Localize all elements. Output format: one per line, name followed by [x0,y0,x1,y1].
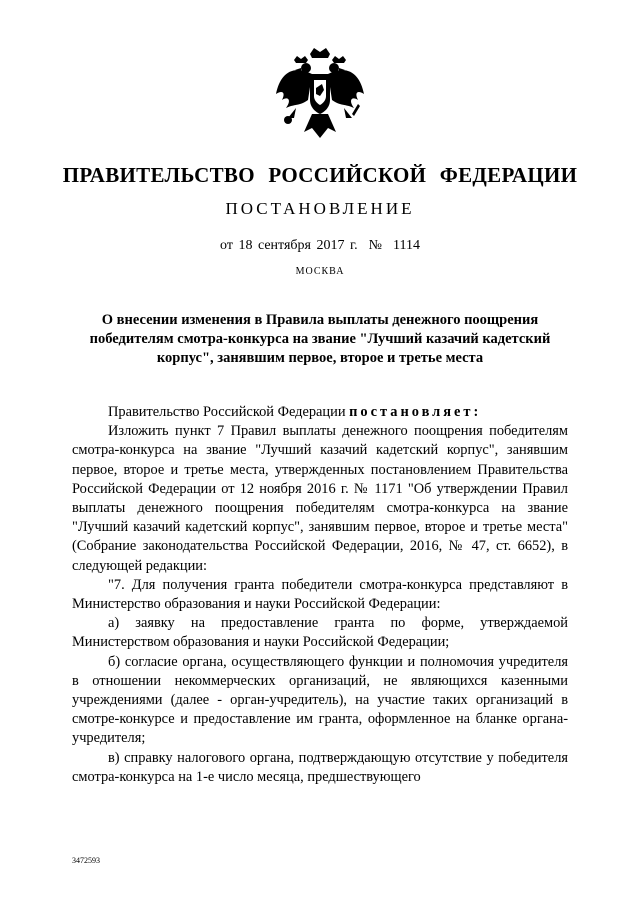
decree-city: МОСКВА [295,266,345,277]
decree-body [72,403,568,787]
body-paragraph: в) справку налогового органа, подтверждающую отсутствие у победителя смотра-конкурса на 1-е число месяца, предшествующего [72,749,568,785]
body-paragraph: а) заявку на предоставление гранта по форме, утверждаемой Министерством образования и науки Российской Федерации; [72,615,568,651]
decree-date-number: от 18 сентября 2017 г. № 1114 [220,238,420,253]
body-paragraph [72,403,568,422]
decree-subject: О внесении изменения в Правила выплаты денежного поощрения победителям смотра-конкурса на звание "Лучший казачий кадетский корпус", занявшим первое, второе и третье места [89,312,551,366]
resolution-lead: Правительство Российской Федерации [108,404,350,420]
document-number: 3472593 [72,856,100,865]
decree-type: ПОСТАНОВЛЕНИЕ [225,199,415,218]
body-paragraph: "7. Для получения гранта победители смотра-конкурса представляют в Министерство образования и науки Российской Федерации: [72,576,568,613]
body-paragraph: Изложить пункт 7 Правил выплаты денежного поощрения победителям смотра-конкурса на звание "Лучший казачий кадетский корпус", занявшим первое, второе и третье места, утвержденных постановлением Правительства Российской Федерации от 12 ноября 2016 г. № 1171 "Об утверждении Правил выплаты денежного поощрения победителям смотра-конкурса на звание "Лучший казачий кадетский корпус", занявшим первое, второе и третье места" (Собрание законодательства Российской Федерации, 2016, № 47, ст. 6652), в следующей редакции: [72,423,568,574]
resolution-keyword: постановляет: [349,404,482,420]
body-paragraph: б) согласие органа, осуществляющего функции и полномочия учредителя в отношении некоммерческих организаций, не являющихся казенными учреждениями (далее - орган-учредитель), на участие таких организаций в смотре-конкурсе и предоставление им гранта, оформленное на бланке органа-учредителя; [72,653,568,747]
russian-coat-of-arms-icon [272,44,368,144]
government-title: ПРАВИТЕЛЬСТВО РОССИЙСКОЙ ФЕДЕРАЦИИ [62,163,578,187]
